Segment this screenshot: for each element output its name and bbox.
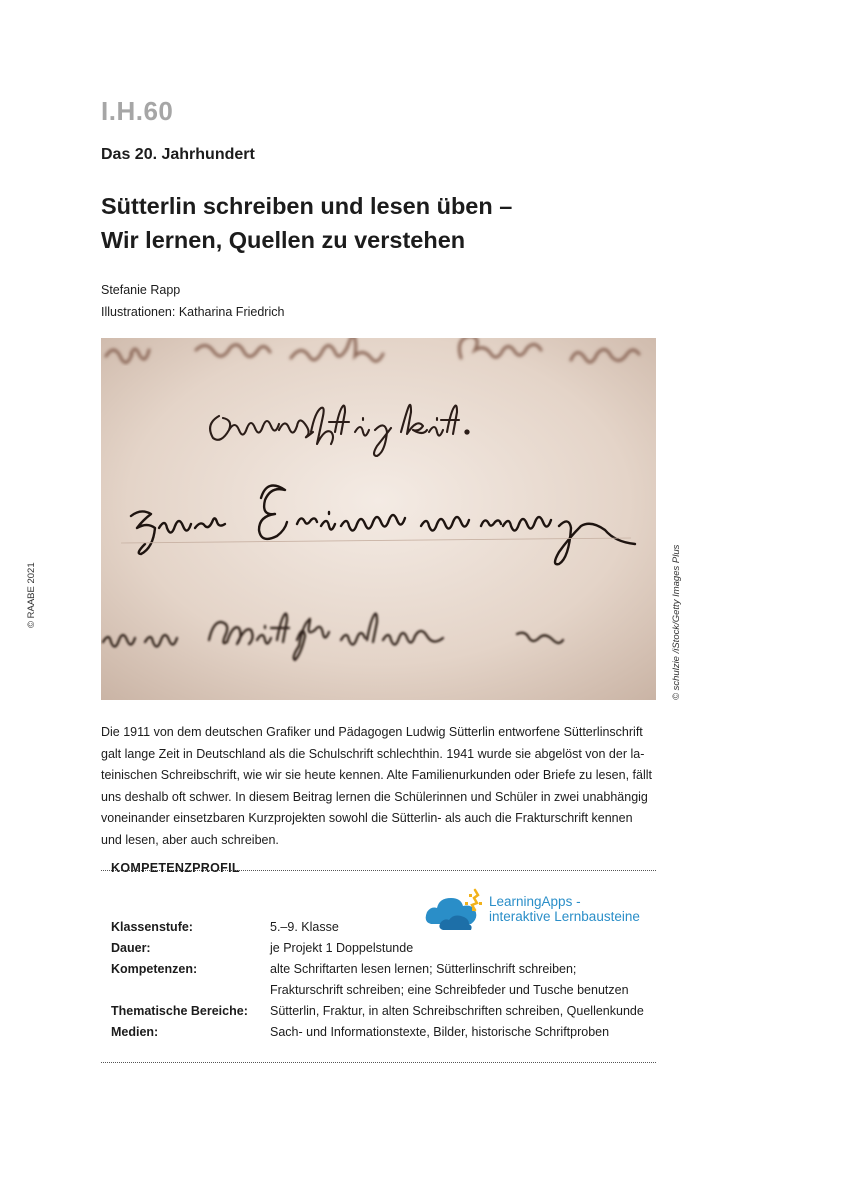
profile-value-line: je Projekt 1 Doppelstunde xyxy=(270,941,414,955)
profile-label: Medien: xyxy=(111,1025,159,1039)
intro-line: und lesen, aber auch schreiben. xyxy=(101,832,279,847)
author-block xyxy=(101,279,284,323)
illustrator-credit: Illustrationen: Katharina Friedrich xyxy=(101,305,285,319)
logo-line-1: LearningApps - xyxy=(489,894,581,909)
competence-profile-heading: KOMPETENZPROFIL xyxy=(111,861,240,875)
profile-value xyxy=(270,959,656,1001)
profile-value xyxy=(270,1022,656,1043)
competence-profile-table xyxy=(111,917,656,1043)
intro-line: galt lange Zeit in Deutschland als die Schulschrift schlechthin. 1941 wurde sie abgelöst von der la- xyxy=(101,746,645,761)
profile-value xyxy=(270,1001,656,1022)
profile-row-grade xyxy=(111,917,656,938)
title-line-1: Sütterlin schreiben und lesen üben – xyxy=(101,193,513,219)
page-title xyxy=(101,189,661,257)
profile-value-line: 5.–9. Klasse xyxy=(270,920,339,934)
profile-row-topics xyxy=(111,1001,656,1022)
intro-line: Die 1911 von dem deutschen Grafiker und Pädagogen Ludwig Sütterlin entworfene Sütterlinschrift xyxy=(101,725,643,739)
profile-label: Thematische Bereiche: xyxy=(111,1004,248,1018)
profile-row-competences xyxy=(111,959,656,1001)
intro-line: teinischen Schreibschrift, wie wir sie heute kennen. Alte Familienurkunden oder Briefe zu lesen, fällt xyxy=(101,768,652,782)
title-line-2: Wir lernen, Quellen zu verstehen xyxy=(101,227,466,253)
logo-line-2: interaktive Lernbausteine xyxy=(489,909,640,924)
author-name: Stefanie Rapp xyxy=(101,283,181,297)
side-copyright: © RAABE 2021 xyxy=(26,562,37,628)
handwriting-photo xyxy=(101,338,656,700)
handwriting-illustration xyxy=(101,338,656,700)
profile-value-line: Sach- und Informationstexte, Bilder, historische Schriftproben xyxy=(270,1025,610,1039)
chapter-title: Das 20. Jahrhundert xyxy=(101,146,255,163)
intro-line: uns deshalb oft schwer. In diesem Beitrag lernen die Schülerinnen und Schüler in zwei unabhängig xyxy=(101,789,648,804)
intro-paragraph xyxy=(101,722,657,851)
profile-label: Kompetenzen: xyxy=(111,962,198,976)
profile-value xyxy=(270,917,656,938)
profile-value-line: Frakturschrift schreiben; eine Schreibfeder und Tusche benutzen xyxy=(270,983,629,997)
profile-label: Klassenstufe: xyxy=(111,920,193,934)
intro-line: voneinander einsetzbaren Kurzprojekten sowohl die Sütterlin- als auch die Frakturschrift kennen xyxy=(101,811,633,825)
profile-value xyxy=(270,938,656,959)
photo-credit: © schulzie /iStock/Getty Images Plus xyxy=(671,544,682,700)
profile-value-line: alte Schriftarten lesen lernen; Sütterlinschrift schreiben; xyxy=(270,962,577,976)
profile-value-line: Sütterlin, Fraktur, in alten Schreibschriften schreiben, Quellenkunde xyxy=(270,1004,644,1018)
unit-code: I.H.60 xyxy=(101,96,174,126)
profile-row-duration xyxy=(111,938,656,959)
profile-label: Dauer: xyxy=(111,941,151,955)
profile-row-media xyxy=(111,1022,656,1043)
dotted-divider-bottom xyxy=(101,1062,656,1063)
